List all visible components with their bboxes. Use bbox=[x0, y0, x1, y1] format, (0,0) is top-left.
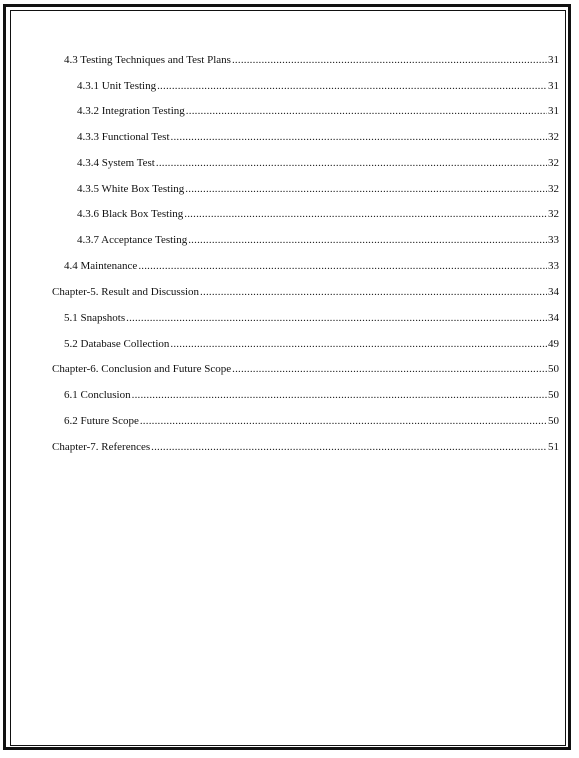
toc-entry[interactable] bbox=[64, 389, 559, 402]
page-border-inner bbox=[10, 10, 566, 746]
toc-entry-page: 50 bbox=[548, 389, 559, 401]
toc-dot-leader bbox=[200, 286, 547, 299]
toc-entry[interactable] bbox=[77, 208, 559, 221]
toc-dot-leader bbox=[132, 389, 547, 402]
toc-entry-title: 4.3.7 Acceptance Testing bbox=[77, 234, 188, 246]
toc-dot-leader bbox=[184, 208, 547, 221]
toc-entry-page: 34 bbox=[548, 286, 559, 298]
toc-dot-leader bbox=[151, 441, 547, 454]
toc-entry[interactable] bbox=[77, 105, 559, 118]
toc-entry[interactable] bbox=[64, 312, 559, 325]
toc-entry-title: Chapter-7. References bbox=[52, 441, 151, 453]
toc-entry-page: 32 bbox=[548, 157, 559, 169]
toc-entry[interactable] bbox=[64, 260, 559, 273]
toc-entry[interactable] bbox=[64, 54, 559, 67]
toc-entry-title: 4.3.3 Functional Test bbox=[77, 131, 170, 143]
toc-entry-page: 32 bbox=[548, 183, 559, 195]
toc-dot-leader bbox=[232, 363, 547, 376]
toc-entry-page: 31 bbox=[548, 105, 559, 117]
toc-entry-page: 33 bbox=[548, 234, 559, 246]
toc-entry-title: 4.3.1 Unit Testing bbox=[77, 80, 157, 92]
toc-entry[interactable] bbox=[64, 338, 559, 351]
toc-entry-title: 5.2 Database Collection bbox=[64, 338, 170, 350]
toc-dot-leader bbox=[186, 105, 547, 118]
toc-dot-leader bbox=[138, 260, 547, 273]
toc-entry-title: Chapter-5. Result and Discussion bbox=[52, 286, 200, 298]
toc-dot-leader bbox=[157, 80, 547, 93]
toc-dot-leader bbox=[140, 415, 547, 428]
toc-entry-page: 31 bbox=[548, 80, 559, 92]
toc-entry[interactable] bbox=[52, 286, 559, 299]
toc-entry[interactable] bbox=[52, 363, 559, 376]
toc-entry-title: 6.1 Conclusion bbox=[64, 389, 131, 401]
toc-entry-page: 51 bbox=[548, 441, 559, 453]
toc-entry-title: 5.1 Snapshots bbox=[64, 312, 126, 324]
toc-dot-leader bbox=[126, 312, 547, 325]
toc-entry-title: 4.3 Testing Techniques and Test Plans bbox=[64, 54, 231, 66]
toc-entry-title: 4.3.4 System Test bbox=[77, 157, 155, 169]
toc-entry-page: 31 bbox=[548, 54, 559, 66]
toc-entry-title: Chapter-6. Conclusion and Future Scope bbox=[52, 363, 232, 375]
toc-entry-title: 4.4 Maintenance bbox=[64, 260, 138, 272]
toc-dot-leader bbox=[171, 131, 547, 144]
toc-entry-page: 50 bbox=[548, 415, 559, 427]
toc-entry-page: 32 bbox=[548, 208, 559, 220]
toc-dot-leader bbox=[170, 338, 547, 351]
toc-entry[interactable] bbox=[64, 415, 559, 428]
toc-entry[interactable] bbox=[77, 131, 559, 144]
toc-dot-leader bbox=[185, 183, 547, 196]
toc-entry-page: 34 bbox=[548, 312, 559, 324]
toc-dot-leader bbox=[156, 157, 547, 170]
toc-entry[interactable] bbox=[77, 234, 559, 247]
toc-entry-page: 32 bbox=[548, 131, 559, 143]
toc-entry[interactable] bbox=[77, 183, 559, 196]
toc-entry-title: 6.2 Future Scope bbox=[64, 415, 139, 427]
toc-entry-title: 4.3.6 Black Box Testing bbox=[77, 208, 184, 220]
toc-entry[interactable] bbox=[77, 157, 559, 170]
toc-dot-leader bbox=[188, 234, 547, 247]
toc-entry-page: 33 bbox=[548, 260, 559, 272]
toc-entry-title: 4.3.5 White Box Testing bbox=[77, 183, 185, 195]
toc-entry[interactable] bbox=[77, 80, 559, 93]
toc-entry[interactable] bbox=[52, 441, 559, 454]
toc-entry-page: 50 bbox=[548, 363, 559, 375]
toc-dot-leader bbox=[232, 54, 547, 67]
toc-entry-page: 49 bbox=[548, 338, 559, 350]
toc-entry-title: 4.3.2 Integration Testing bbox=[77, 105, 185, 117]
